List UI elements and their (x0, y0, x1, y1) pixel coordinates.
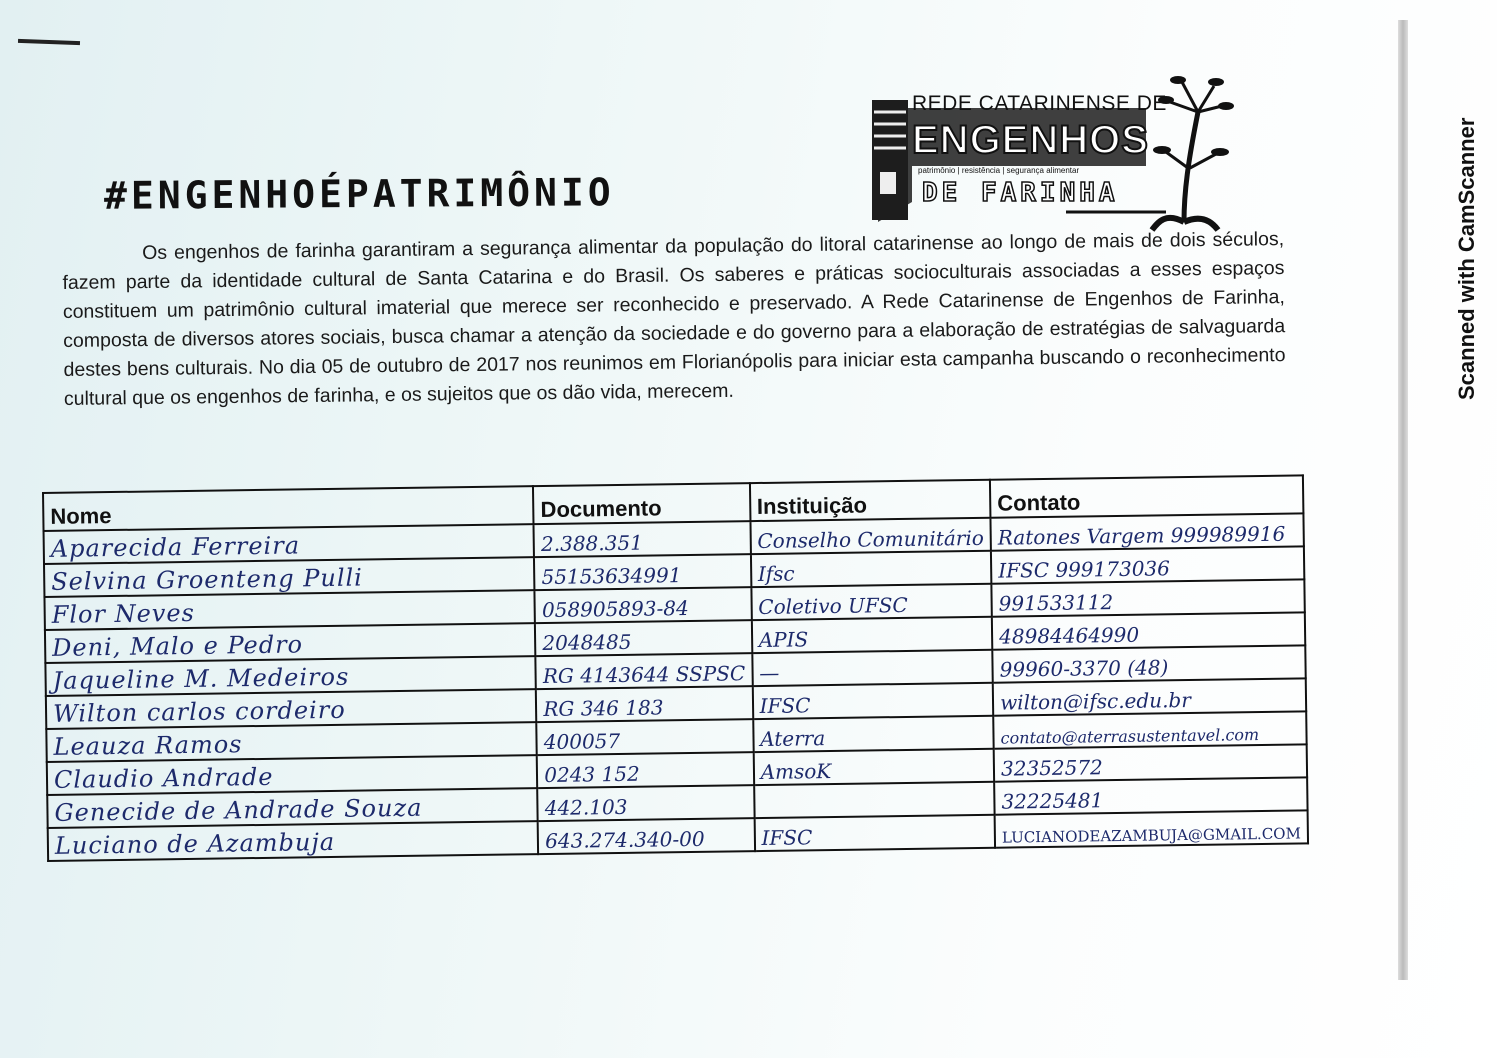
cell-contato: wilton@ifsc.edu.br (993, 678, 1306, 715)
cell-instituicao: IFSC (752, 683, 993, 719)
scanner-watermark: Scanned with CamScanner (1454, 117, 1479, 400)
header-contato: Contato (990, 475, 1303, 517)
cell-instituicao: Conselho Comunitário (750, 518, 991, 554)
cell-documento: 55153634991 (534, 554, 751, 590)
campaign-hashtag: #ENGENHOÉPATRIMÔNIO (103, 170, 615, 218)
cell-nome: Leauza Ramos (46, 722, 537, 762)
cell-nome: Jaqueline M. Medeiros (45, 656, 536, 696)
cell-instituicao: Ifsc (751, 551, 992, 587)
header-documento: Documento (533, 483, 750, 524)
logo-tagline: patrimônio | resistência | segurança alimentar (918, 166, 1080, 175)
cell-nome: Selvina Groenteng Pulli (44, 557, 535, 597)
cell-nome: Wilton carlos cordeiro (46, 689, 537, 729)
cell-contato: 32225481 (994, 777, 1307, 814)
cell-contato: 32352572 (994, 744, 1307, 781)
cell-documento: RG 346 183 (536, 686, 753, 722)
cell-nome: Genecide de Andrade Souza (47, 788, 538, 828)
cell-documento: 058905893-84 (535, 587, 752, 623)
cell-instituicao: IFSC (754, 815, 995, 851)
cell-documento: 2048485 (535, 620, 752, 656)
cell-instituicao: APIS (751, 617, 992, 653)
header-instituicao: Instituição (750, 480, 991, 521)
signature-table (42, 474, 1309, 862)
cell-contato: IFSC 999173036 (991, 546, 1304, 583)
logo-title-line1: REDE CATARINENSE DE (912, 92, 1167, 115)
cell-documento: 0243 152 (537, 752, 754, 788)
cell-instituicao: Aterra (753, 716, 994, 752)
cell-contato: 48984464990 (992, 612, 1305, 649)
cell-documento: 400057 (537, 719, 754, 755)
signature-table-container (42, 474, 1317, 862)
cell-contato: LUCIANODEAZAMBUJA@GMAIL.COM (995, 810, 1308, 847)
cell-documento: 442.103 (537, 785, 754, 821)
cell-nome: Aparecida Ferreira (44, 524, 535, 564)
cell-instituicao: AmsoK (753, 749, 994, 785)
cell-nome: Claudio Andrade (47, 755, 538, 795)
cell-contato: Ratones Vargem 999989916 (991, 513, 1304, 550)
rede-engenhos-logo (866, 72, 1236, 232)
cell-documento: 2.388.351 (534, 521, 751, 557)
cell-instituicao (754, 782, 995, 818)
cell-contato: 99960-3370 (48) (992, 645, 1305, 682)
header-nome: Nome (43, 486, 534, 531)
cell-contato: contato@aterrasustentavel.com (993, 711, 1306, 748)
cell-nome: Luciano de Azambuja (48, 821, 539, 861)
cell-nome: Flor Neves (44, 590, 535, 630)
cell-nome: Deni, Malo e Pedro (45, 623, 536, 663)
cell-instituicao: — (752, 650, 993, 686)
logo-title-line2: ENGENHOS (912, 118, 1149, 162)
campaign-paragraph: Os engenhos de farinha garantiram a segurança alimentar da população do litoral catarinense ao longo de mais de dois séculos, fazem parte da identidade cultural de Santa Catarina e do Brasil. Os saberes e práticas socioculturais associadas a esses espaços constituem um patrimônio cultural imaterial que merece ser reconhecido e preservado. A Rede Catarinense de Engenhos de Farinha, composta de diversos atores sociais, busca chamar a atenção da sociedade e do governo para a elaboração de estratégias de salvaguarda destes bens culturais. No dia 05 de outubro de 2017 nos reunimos em Florianópolis para iniciar esta campanha buscando o reconhecimento cultural que os engenhos de farinha, e os sujeitos que os dão vida, merecem. (62, 228, 1286, 410)
scan-edge-mark (18, 39, 80, 45)
cell-contato: 991533112 (991, 579, 1304, 616)
scan-fold-line (1398, 20, 1408, 980)
cell-documento: RG 4143644 SSPSC (536, 653, 753, 689)
logo-title-line3: DE FARINHA (922, 178, 1119, 208)
cell-documento: 643.274.340-00 (538, 818, 755, 854)
cell-instituicao: Coletivo UFSC (751, 584, 992, 620)
